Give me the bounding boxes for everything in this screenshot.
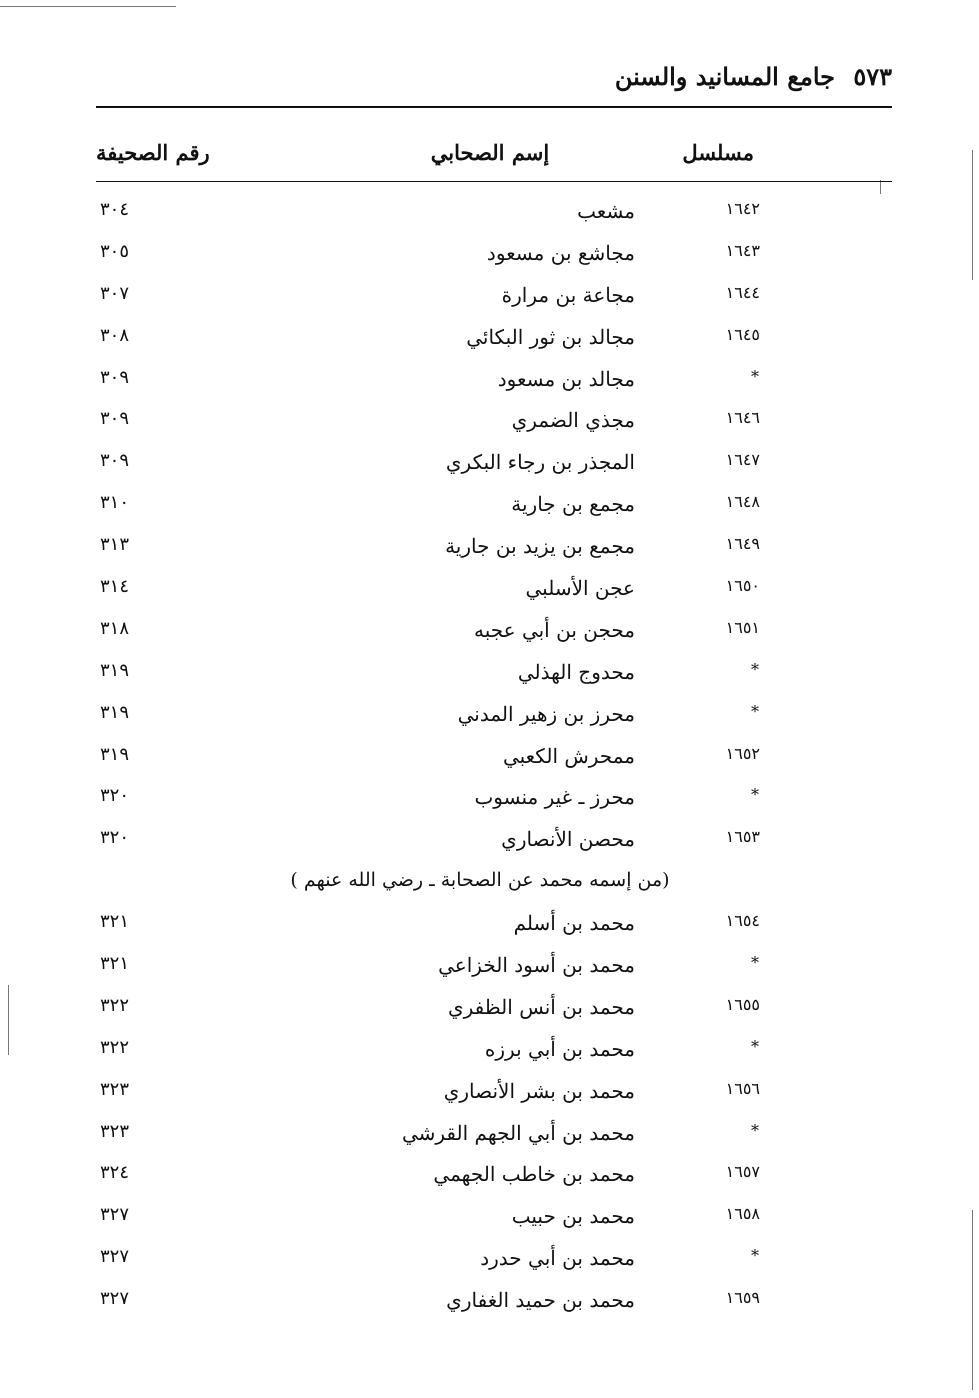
column-header-serial: مسلسل <box>682 140 754 165</box>
page-reference: ٣٢١ <box>100 911 130 933</box>
companion-name: محمد بن حميد الغفاري <box>446 1288 635 1313</box>
serial-number: ١٦٤٦ <box>725 408 760 428</box>
table-row <box>0 190 979 232</box>
page-reference: ٣٢٢ <box>100 994 130 1016</box>
page-reference: ٣٢١ <box>100 953 130 975</box>
table-row <box>0 358 979 400</box>
page-reference: ٣١٩ <box>100 743 130 765</box>
book-title: جامع المسانيد والسنن <box>614 62 835 91</box>
table-row <box>0 399 979 441</box>
column-header-page: رقم الصحيفة <box>96 140 210 165</box>
table-row <box>0 567 979 609</box>
companion-name: مجذي الضمري <box>511 408 635 433</box>
companion-name: محصن الأنصاري <box>501 827 635 852</box>
companion-name: المجذر بن رجاء البكري <box>445 450 635 475</box>
table-row <box>0 1153 979 1195</box>
companion-name: محمد بن أبي حدرد <box>480 1246 635 1271</box>
serial-number: ١٦٥١ <box>725 617 760 637</box>
page-reference: ٣١٩ <box>100 659 130 681</box>
serial-number: ١٦٥٨ <box>725 1204 760 1224</box>
serial-number: ١٦٥٤ <box>725 911 760 931</box>
page-reference: ٣٢٤ <box>100 1162 130 1184</box>
scan-edge-line <box>0 6 176 7</box>
serial-number: * <box>751 701 760 721</box>
page-reference: ٣١٨ <box>100 617 130 639</box>
running-header <box>96 62 892 104</box>
serial-number: * <box>751 1246 760 1266</box>
table-row <box>0 735 979 777</box>
table-row <box>0 609 979 651</box>
page-reference: ٣٠٨ <box>100 324 130 346</box>
table-row <box>0 818 979 860</box>
page-reference: ٣٠٩ <box>100 366 130 388</box>
table-row <box>0 525 979 567</box>
companion-name: مجمع بن جارية <box>511 492 635 517</box>
table-row <box>0 232 979 274</box>
table-row <box>0 441 979 483</box>
table-row <box>0 316 979 358</box>
companion-name: محمد بن بشر الأنصاري <box>443 1078 635 1103</box>
serial-number: ١٦٤٥ <box>725 324 760 344</box>
table-row <box>0 1070 979 1112</box>
serial-number: ١٦٤٩ <box>725 534 760 554</box>
companion-name: مجاعة بن مرارة <box>501 282 635 307</box>
index-table <box>0 190 979 1321</box>
serial-number: * <box>751 953 760 973</box>
companion-name: مجاشع بن مسعود <box>486 240 635 265</box>
section-heading: (من إسمه محمد عن الصحابة ـ رضي الله عنهم ) <box>290 869 670 892</box>
serial-number: ١٦٥٢ <box>725 743 760 763</box>
companion-name: محرز ـ غير منسوب <box>474 785 635 810</box>
companion-name: محجن بن أبي عجبه <box>473 617 635 642</box>
header-rule <box>96 106 892 108</box>
serial-number: ١٦٤٣ <box>725 240 760 260</box>
page-reference: ٣٠٩ <box>100 450 130 472</box>
table-row <box>0 1279 979 1321</box>
page-number: ٥٧٣ <box>853 62 892 91</box>
page-reference: ٣٢٢ <box>100 1036 130 1058</box>
serial-number: ١٦٤٤ <box>725 282 760 302</box>
column-header-name: إسم الصحابي <box>430 140 550 165</box>
page-reference: ٣١٣ <box>100 534 130 556</box>
table-row <box>0 1237 979 1279</box>
page-reference: ٣٠٧ <box>100 282 130 304</box>
serial-number: ١٦٥٦ <box>725 1078 760 1098</box>
companion-name: محرز بن زهير المدني <box>457 701 635 726</box>
table-row <box>0 1195 979 1237</box>
page-reference: ٣٢٠ <box>100 785 130 807</box>
table-row <box>0 776 979 818</box>
page-reference: ٣٢٣ <box>100 1120 130 1142</box>
page-reference: ٣١٤ <box>100 576 130 598</box>
table-row <box>0 1028 979 1070</box>
serial-number: ١٦٤٨ <box>725 492 760 512</box>
companion-name: محدوج الهذلي <box>517 659 635 684</box>
page-reference: ٣٠٤ <box>100 199 130 220</box>
serial-number: ١٦٥٣ <box>725 827 760 847</box>
table-row <box>0 483 979 525</box>
companion-name: مجمع بن يزيد بن جارية <box>445 534 635 559</box>
companion-name: مجالد بن ثور البكائي <box>466 324 635 349</box>
companion-name: محمد بن أبي برزه <box>484 1036 635 1061</box>
page-reference: ٣١٩ <box>100 701 130 723</box>
companion-name: محمد بن أسود الخزاعي <box>438 953 635 978</box>
page-reference: ٣٢٣ <box>100 1078 130 1100</box>
page-reference: ٣٢٠ <box>100 827 130 849</box>
companion-name: مشعب <box>577 199 635 223</box>
table-row <box>0 651 979 693</box>
serial-number: ١٦٥٠ <box>725 576 760 596</box>
companion-name: محمد بن أنس الظفري <box>447 994 635 1019</box>
page-reference: ٣٢٧ <box>100 1204 130 1226</box>
companion-name: محمد بن حبيب <box>511 1204 635 1229</box>
column-header-rule <box>96 181 892 182</box>
companion-name: محمد بن خاطب الجهمي <box>433 1162 635 1187</box>
serial-number: ١٦٤٧ <box>725 450 760 470</box>
page-reference: ٣٠٥ <box>100 240 130 262</box>
serial-number: ١٦٥٩ <box>725 1288 760 1308</box>
companion-name: مجالد بن مسعود <box>497 366 635 391</box>
section-heading-row <box>0 860 979 902</box>
serial-number: ١٦٥٧ <box>725 1162 760 1182</box>
page-reference: ٣٠٩ <box>100 408 130 430</box>
page-reference: ٣١٠ <box>100 492 130 514</box>
table-row <box>0 693 979 735</box>
table-row <box>0 944 979 986</box>
serial-number: * <box>751 785 760 805</box>
serial-number: * <box>751 1120 760 1140</box>
companion-name: عجن الأسلبي <box>525 576 635 601</box>
table-row <box>0 986 979 1028</box>
table-row <box>0 902 979 944</box>
serial-number: * <box>751 659 760 679</box>
page-reference: ٣٢٧ <box>100 1288 130 1310</box>
table-row <box>0 274 979 316</box>
serial-number: ١٦٥٥ <box>725 994 760 1014</box>
serial-number: * <box>751 1036 760 1056</box>
serial-number: * <box>751 366 760 386</box>
table-row <box>0 1112 979 1154</box>
companion-name: محمد بن أبي الجهم القرشي <box>401 1120 635 1145</box>
companion-name: ممحرش الكعبي <box>502 743 635 768</box>
page-reference: ٣٢٧ <box>100 1246 130 1268</box>
serial-number: ١٦٤٢ <box>725 199 760 218</box>
companion-name: محمد بن أسلم <box>513 911 635 936</box>
